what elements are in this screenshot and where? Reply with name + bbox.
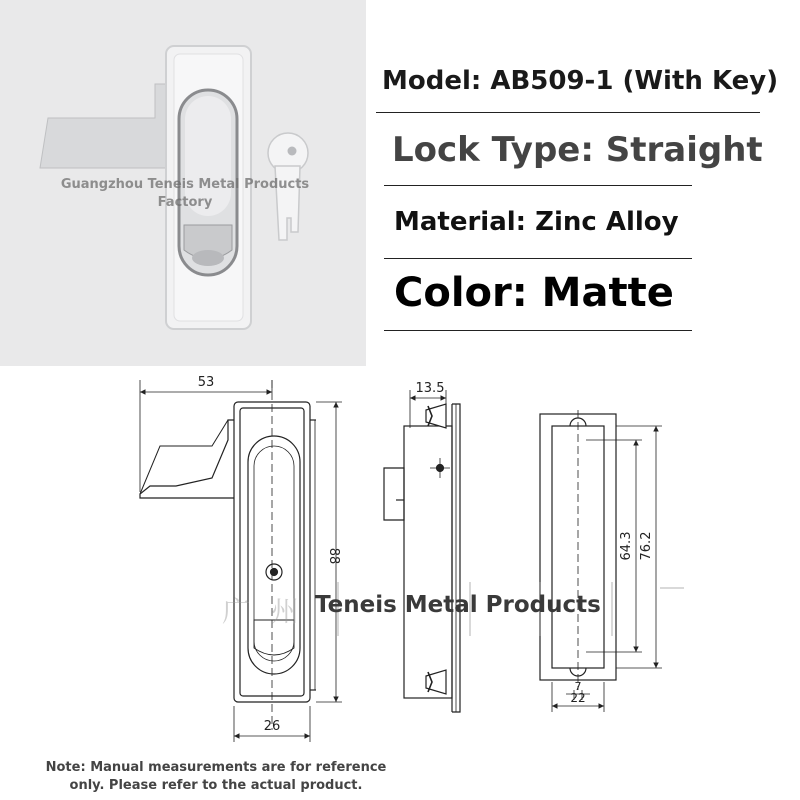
spec-lock-type: Lock Type: Straight [392,130,763,170]
footnote-line1: Note: Manual measurements are for reference [45,760,387,775]
divider-model [376,112,760,113]
dim-64-3: 64.3 [619,531,634,561]
dim-22: 22 [570,691,586,705]
lever-tongue [40,84,166,168]
center-watermark: Teneis Metal Products [315,592,601,618]
dim-13-5: 13.5 [415,381,445,396]
footnote-line2: only. Please refer to the actual product. [69,778,363,793]
side-view [384,390,460,712]
divider-color [384,330,692,331]
dim-88: 88 [326,547,341,565]
footnote [20,759,412,795]
dim-26: 26 [263,719,281,734]
divider-lock-type [384,185,692,186]
spec-material: Material: Zinc Alloy [394,207,679,237]
spec-model: Model: AB509-1 (With Key) [382,66,779,96]
chinese-watermark: 广 州 [222,595,305,628]
photo-watermark-line2: Factory [157,195,213,210]
dim-53: 53 [197,375,215,390]
spec-color: Color: Matte [394,270,674,316]
divider-material [384,258,692,259]
front-view [140,380,342,742]
product-photo [0,0,366,366]
dim-7: 7 [574,680,582,693]
photo-watermark-line1: Guangzhou Teneis Metal Products [60,177,310,192]
dim-76-2: 76.2 [639,531,654,561]
photo-watermark [20,176,350,212]
technical-drawing [0,366,800,766]
